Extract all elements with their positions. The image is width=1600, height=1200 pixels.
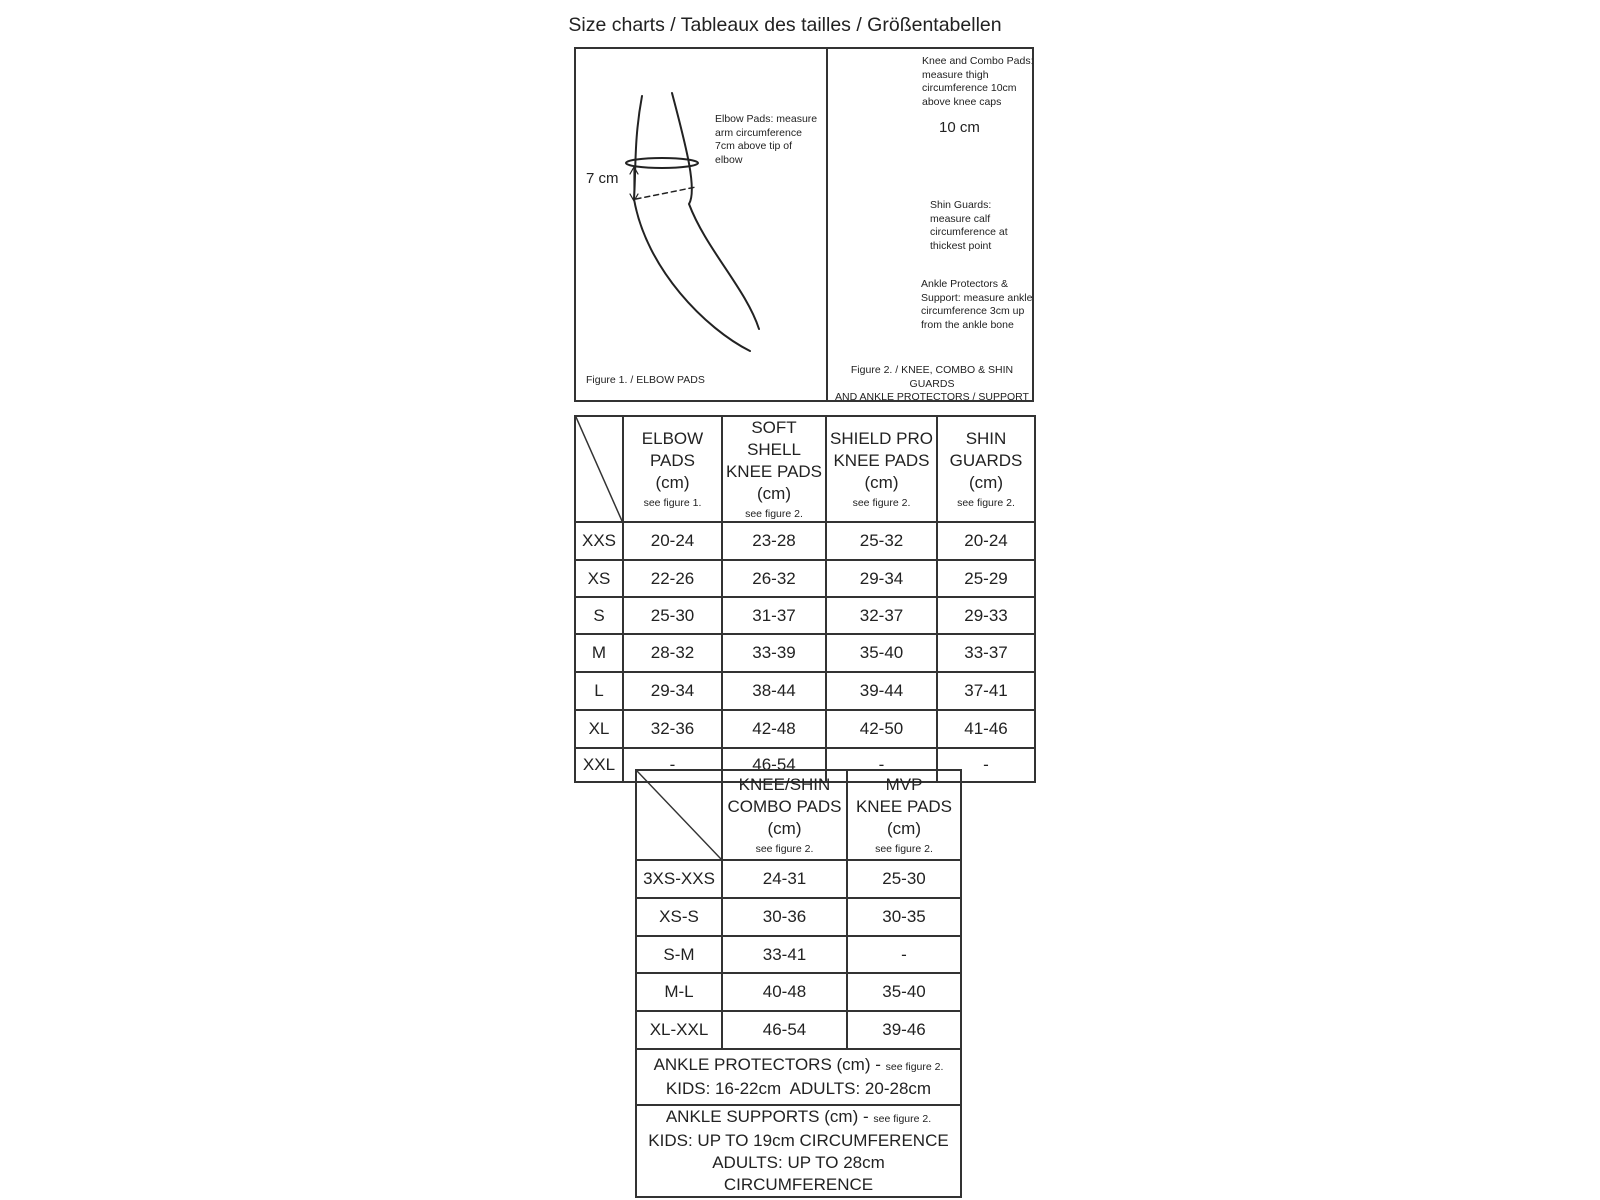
header-elbow-pads [623,416,722,522]
ankle-supports-row [636,1105,961,1197]
table-cell: 35-40 [847,973,961,1011]
table-cell: 40-48 [722,973,847,1011]
table-cell: 25-32 [826,522,937,560]
table-cell: 33-37 [937,634,1035,672]
table-row [636,860,961,898]
figure2-caption [832,364,1032,405]
header-mvp-knee-pads [847,770,961,860]
table-cell: 32-36 [623,710,722,748]
table-cell: 23-28 [722,522,826,560]
ankle-protectors-cell [636,1049,961,1105]
header-line: KNEE PADS [725,462,823,481]
table-cell: 20-24 [937,522,1035,560]
diagonal-line [576,417,622,521]
table-cell: 24-31 [722,860,847,898]
table-cell: 33-41 [722,936,847,973]
table-row [575,710,1035,748]
header-note: see figure 2. [852,497,911,509]
header-note: see figure 2. [755,843,814,855]
table-cell: 26-32 [722,560,826,597]
table-cell: 39-46 [847,1011,961,1049]
table-header-row [575,416,1035,522]
header-shield-pro-knee-pads [826,416,937,522]
header-line: KNEE PADS [833,451,930,470]
table-cell: 30-36 [722,898,847,936]
header-soft-shell-knee-pads [722,416,826,522]
size-table-main [574,415,1036,783]
elbow-pads-note: Elbow Pads: measure arm circumference 7cm above tip of elbow [715,113,818,166]
table-cell: 20-24 [623,522,722,560]
header-line: GUARDS [949,451,1023,470]
table-cell: 42-50 [826,710,937,748]
ankle-supports-kids: KIDS: UP TO 19cm CIRCUMFERENCE [648,1131,949,1150]
header-note: see figure 2. [957,497,1015,509]
header-line: PADS [649,451,696,470]
header-line: (cm) [887,819,921,838]
header-line: SOFT SHELL [747,418,801,459]
table-cell: 22-26 [623,560,722,597]
table-row [575,560,1035,597]
ankle-supports-title: ANKLE SUPPORTS (cm) - [665,1107,869,1126]
ankle-note: Ankle Protectors & Support: measure ankle circumference 3cm up from the ankle bone [921,278,1033,331]
header-line: SHIELD PRO [830,429,933,448]
ankle-protectors-title: ANKLE PROTECTORS (cm) - [653,1055,881,1074]
table-cell: 32-37 [826,597,937,634]
table-cell: 29-34 [826,560,937,597]
shin-guards-note: Shin Guards: measure calf circumference at thickest point [930,199,1008,252]
diagonal-line [637,771,721,859]
header-shin-guards [937,416,1035,522]
table-header-row [636,770,961,860]
table-cell: - [826,748,937,782]
header-line: KNEE/SHIN [738,775,831,794]
figure1-caption: Figure 1. / ELBOW PADS [586,374,705,386]
table-cell: 46-54 [722,748,826,782]
table-row [575,597,1035,634]
ankle-protectors-title-line [637,1054,960,1078]
size-label: M [575,634,623,672]
table-cell: 42-48 [722,710,826,748]
header-line: (cm) [864,473,899,492]
ankle-protectors-row [636,1049,961,1105]
size-label: XXL [575,748,623,782]
knee-combo-note: Knee and Combo Pads: measure thigh circumference 10cm above knee caps [922,55,1034,108]
table-cell: - [937,748,1035,782]
table-row [575,634,1035,672]
table-cell: 31-37 [722,597,826,634]
size-label: S [575,597,623,634]
table-row [575,672,1035,710]
size-label: XL-XXL [636,1011,722,1049]
size-table-combo [635,769,962,1198]
table-cell: 39-44 [826,672,937,710]
header-knee-shin-combo-pads [722,770,847,860]
header-line: (cm) [757,484,791,503]
figure2-caption-line2: AND ANKLE PROTECTORS / SUPPORT [835,391,1029,403]
header-line: MVP [885,775,923,794]
arm-illustration [576,49,826,400]
size-label: M-L [636,973,722,1011]
table-cell: 28-32 [623,634,722,672]
table-cell: 37-41 [937,672,1035,710]
table-cell: 25-30 [847,860,961,898]
table-row [636,936,961,973]
table-cell: 29-34 [623,672,722,710]
ankle-supports-title-line [637,1106,960,1130]
header-line: KNEE PADS [855,797,953,816]
table-cell: 25-29 [937,560,1035,597]
header-note: see figure 2. [745,508,803,520]
header-note: see figure 1. [643,497,702,509]
page-title: Size charts / Tableaux des tailles / Größentabellen [568,14,1002,36]
table-cell: - [623,748,722,782]
size-label: XS [575,560,623,597]
table-row [636,1011,961,1049]
size-label: XL [575,710,623,748]
header-line: SHIN [965,429,1007,448]
ankle-protectors-note: see figure 2. [885,1061,944,1073]
ankle-supports-note: see figure 2. [873,1113,932,1125]
figures-divider [826,49,828,400]
table-cell: 41-46 [937,710,1035,748]
size-label: XXS [575,522,623,560]
figure2-caption-line1: Figure 2. / KNEE, COMBO & SHIN GUARDS [850,364,1014,390]
table-cell: 35-40 [826,634,937,672]
table-cell: 25-30 [623,597,722,634]
ankle-protectors-sizes: KIDS: 16-22cm ADULTS: 20-28cm [665,1079,932,1098]
size-label: XS-S [636,898,722,936]
ankle-supports-adults: ADULTS: UP TO 28cm CIRCUMFERENCE [712,1153,885,1194]
header-line: (cm) [655,473,690,492]
elbow-dimension-label: 7 cm [586,170,619,187]
header-corner-cell [636,770,722,860]
size-label: 3XS-XXS [636,860,722,898]
figures-panel [574,47,1034,402]
header-corner-cell [575,416,623,522]
table-cell: 29-33 [937,597,1035,634]
table-cell: 38-44 [722,672,826,710]
header-line: (cm) [767,819,802,838]
header-line: (cm) [969,473,1003,492]
table-cell: 30-35 [847,898,961,936]
size-label: L [575,672,623,710]
knee-dimension-label: 10 cm [939,119,980,136]
size-label: S-M [636,936,722,973]
ankle-supports-cell [636,1105,961,1197]
table-cell: - [847,936,961,973]
table-cell: 33-39 [722,634,826,672]
table-row [636,898,961,936]
header-note: see figure 2. [875,843,933,855]
table-row [636,973,961,1011]
header-line: COMBO PADS [727,797,842,816]
table-cell: 46-54 [722,1011,847,1049]
header-line: ELBOW [641,429,704,448]
table-row [575,522,1035,560]
